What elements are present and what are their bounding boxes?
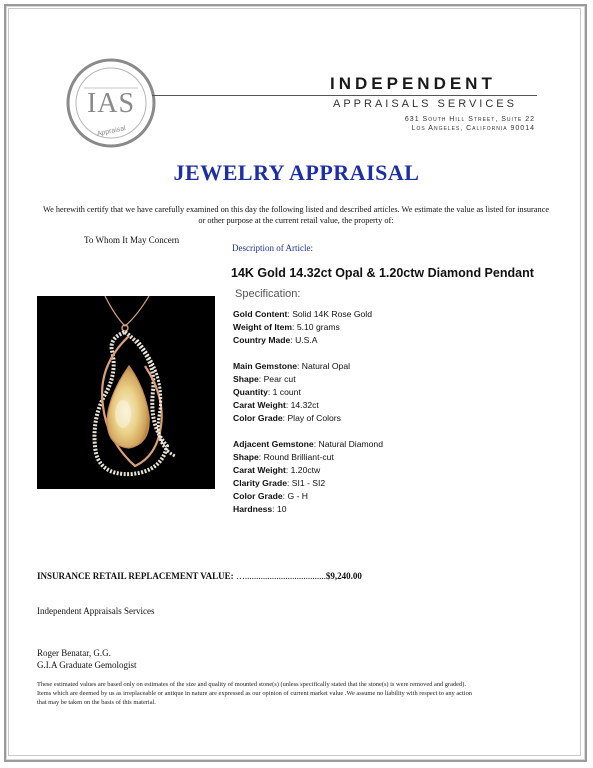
spec-row: Color Grade: Play of Colors — [233, 413, 341, 423]
specification-label: Specification: — [235, 288, 301, 300]
logo-ring-text: Appraisal — [96, 125, 127, 138]
document-title: JEWELRY APPRAISAL — [173, 160, 420, 185]
spec-row: Hardness: 10 — [233, 504, 287, 514]
spec-value: 10 — [276, 504, 287, 514]
spec-label: Clarity Grade — [233, 478, 287, 488]
disclaimer-text: These estimated values are based only on estimates of the size and quality of mounted stone(s) (unless specifically stated that the stone(s) is were removed and graded). Items which are deemed by us as irreplaceable or antique in nature are expressed as our opinion of current market value .We assume no liability with respect to any action that may be taken on the basis of this material. — [37, 681, 472, 706]
recipient: To Whom It May Concern — [84, 235, 180, 245]
spec-value: 1 count — [272, 387, 301, 397]
spec-value: 5.10 grams — [296, 322, 340, 332]
spec-row: Color Grade: G - H — [233, 491, 308, 501]
description-label: Description of Article: — [232, 243, 313, 253]
insurance-label: INSURANCE RETAIL REPLACEMENT VALUE: — [37, 571, 234, 581]
spec-row: Shape: Pear cut — [233, 374, 296, 384]
spec-value: Natural Opal — [301, 361, 351, 371]
spec-row: Adjacent Gemstone: Natural Diamond — [233, 439, 383, 449]
logo-text: IAS — [86, 88, 136, 119]
spec-row: Carat Weight: 1.20ctw — [233, 465, 321, 475]
spec-value: U.S.A — [295, 335, 318, 345]
insurance-value-line — [37, 571, 362, 581]
spec-value: SI1 - SI2 — [291, 478, 326, 488]
certification-intro: We herewith certify that we have carefully examined on this day the following listed and described articles. We estimate the value as listed for insurance or other purpose at the current retail value, the property of: — [42, 205, 550, 225]
spec-label: Color Grade — [233, 413, 283, 423]
item-title: 14K Gold 14.32ct Opal & 1.20ctw Diamond Pendant — [231, 266, 534, 280]
spec-value: Pear cut — [263, 374, 296, 384]
spec-label: Shape — [233, 452, 259, 462]
spec-row: Main Gemstone: Natural Opal — [233, 361, 351, 371]
address-line-1: 631 South Hill Street, Suite 22 — [404, 116, 535, 123]
spec-row: Clarity Grade: SI1 - SI2 — [233, 478, 326, 488]
header-divider — [152, 95, 537, 96]
spec-label: Carat Weight — [233, 465, 286, 475]
adjacent-gemstone-specs — [233, 438, 383, 516]
main-gemstone-specs — [233, 360, 350, 425]
spec-label: Weight of Item — [233, 322, 293, 332]
spec-value: G - H — [287, 491, 308, 501]
company-line: Independent Appraisals Services — [37, 606, 155, 616]
spec-value: 1.20ctw — [290, 465, 321, 475]
ias-logo-seal — [66, 58, 156, 148]
company-subtitle: APPRAISALS SERVICES — [333, 98, 517, 110]
spec-row: Weight of Item: 5.10 grams — [233, 322, 340, 332]
spec-label: Quantity — [233, 387, 268, 397]
spec-row: Country Made: U.S.A — [233, 335, 318, 345]
spec-value: Play of Colors — [287, 413, 341, 423]
spec-label: Country Made — [233, 335, 291, 345]
pendant-photo — [37, 296, 215, 489]
spec-label: Color Grade — [233, 491, 283, 501]
spec-row: Gold Content: Solid 14K Rose Gold — [233, 309, 372, 319]
spec-label: Shape — [233, 374, 259, 384]
address-line-2: Los Angeles, California 90014 — [411, 125, 535, 132]
spec-value: Solid 14K Rose Gold — [292, 309, 372, 319]
spec-value: 14.32ct — [290, 400, 319, 410]
spec-label: Main Gemstone — [233, 361, 297, 371]
spec-label: Adjacent Gemstone — [233, 439, 314, 449]
spec-row: Carat Weight: 14.32ct — [233, 400, 319, 410]
signer-title: G.I.A Graduate Gemologist — [37, 660, 137, 670]
company-name: INDEPENDENT — [330, 74, 496, 93]
spec-label: Hardness — [233, 504, 273, 514]
insurance-dots: ….................................... — [235, 571, 326, 581]
spec-row: Quantity: 1 count — [233, 387, 301, 397]
metal-specs — [233, 308, 372, 347]
spec-label: Carat Weight — [233, 400, 286, 410]
spec-label: Gold Content — [233, 309, 288, 319]
signer-name: Roger Benatar, G.G. — [37, 648, 111, 658]
insurance-value: $9,240.00 — [325, 571, 362, 581]
spec-value: Round Brilliant-cut — [263, 452, 334, 462]
spec-value: Natural Diamond — [318, 439, 383, 449]
spec-row: Shape: Round Brilliant-cut — [233, 452, 334, 462]
